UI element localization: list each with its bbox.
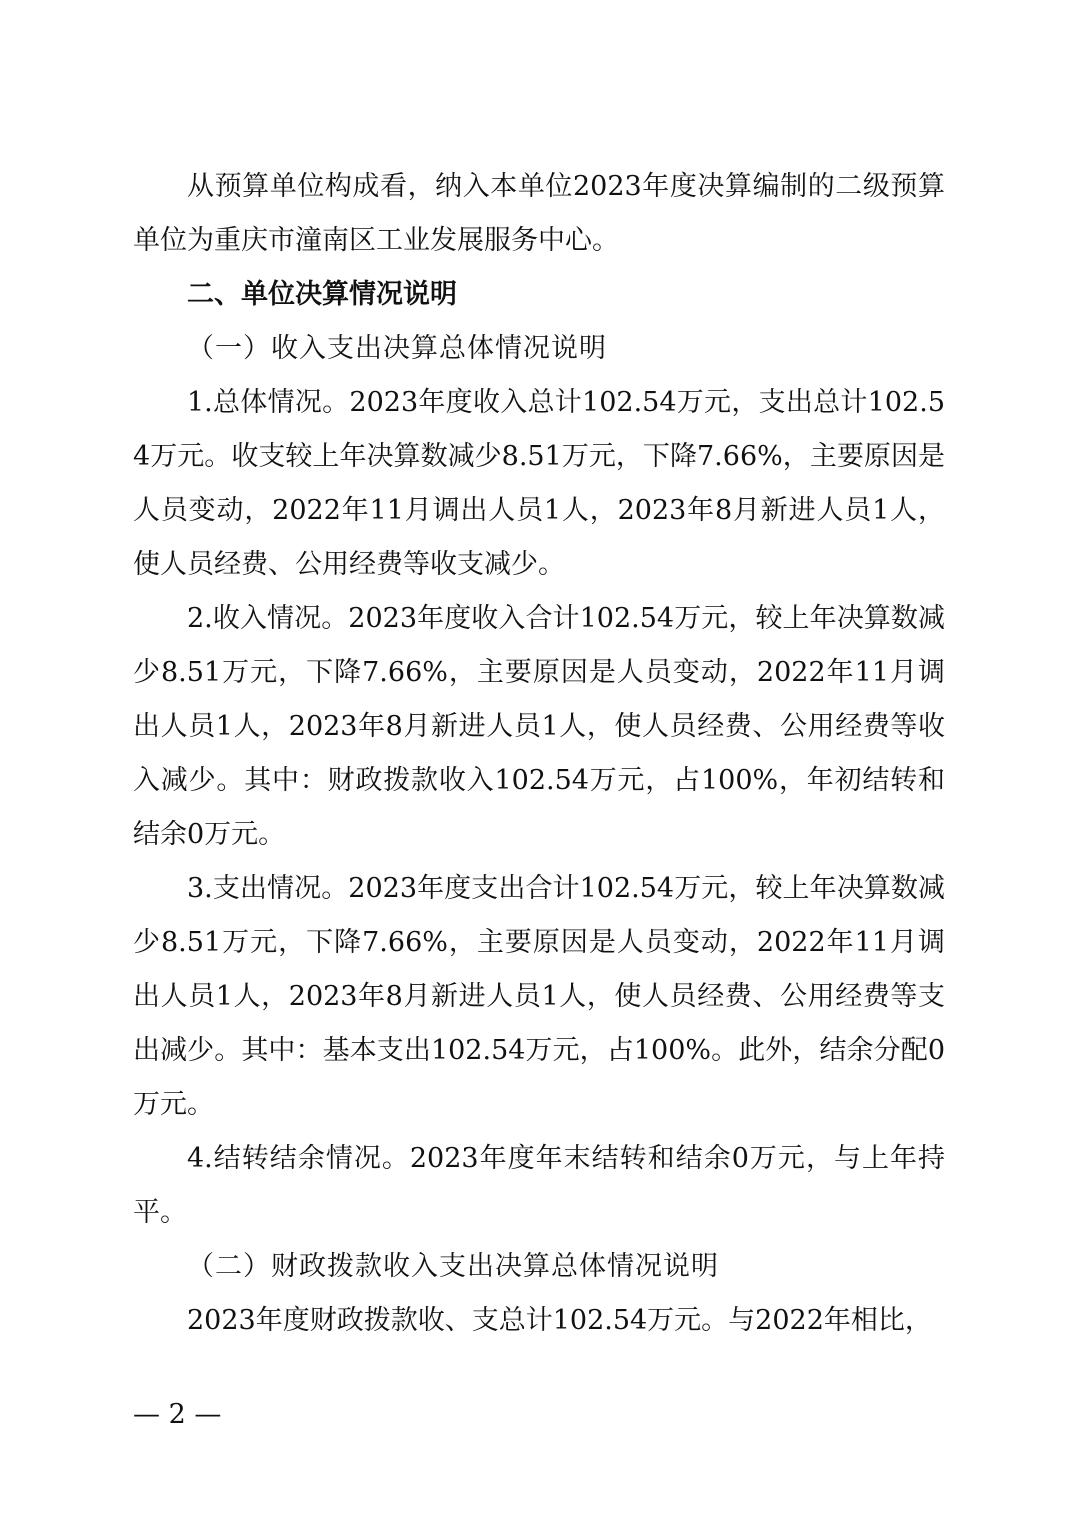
document-body: [133, 160, 945, 1348]
page-number: — 2 —: [133, 1399, 222, 1430]
paragraph-budget-units: 从预算单位构成看，纳入本单位2023年度决算编制的二级预算单位为重庆市潼南区工业发展服务中心。: [133, 171, 945, 256]
paragraph-fiscal-total: 2023年度财政拨款收、支总计102.54万元。与2022年相比，: [187, 1305, 932, 1336]
subsection-heading-fiscal-appropriation: （二）财政拨款收入支出决算总体情况说明: [187, 1251, 719, 1282]
paragraph-overall: 1.总体情况。2023年度收入总计102.54万元，支出总计102.54万元。收支较上年决算数减少8.51万元，下降7.66%，主要原因是人员变动，2022年11月调出人员1人，2023年8月新进人员1人，使人员经费、公用经费等收支减少。: [133, 387, 945, 580]
section-heading-unit-accounts: 二、单位决算情况说明: [187, 279, 457, 310]
paragraph-carryover: 4.结转结余情况。2023年度年末结转和结余0万元，与上年持平。: [133, 1143, 945, 1228]
paragraph-expenditure: 3.支出情况。2023年度支出合计102.54万元，较上年决算数减少8.51万元，下降7.66%，主要原因是人员变动，2022年11月调出人员1人，2023年8月新进人员1人，使人员经费、公用经费等支出减少。其中：基本支出102.54万元，占100%。此外，结余分配0万元。: [133, 873, 945, 1120]
subsection-heading-income-expense: （一）收入支出决算总体情况说明: [187, 333, 607, 364]
paragraph-income: 2.收入情况。2023年度收入合计102.54万元，较上年决算数减少8.51万元，下降7.66%，主要原因是人员变动，2022年11月调出人员1人，2023年8月新进人员1人，使人员经费、公用经费等收入减少。其中：财政拨款收入102.54万元，占100%，年初结转和结余0万元。: [133, 603, 945, 850]
